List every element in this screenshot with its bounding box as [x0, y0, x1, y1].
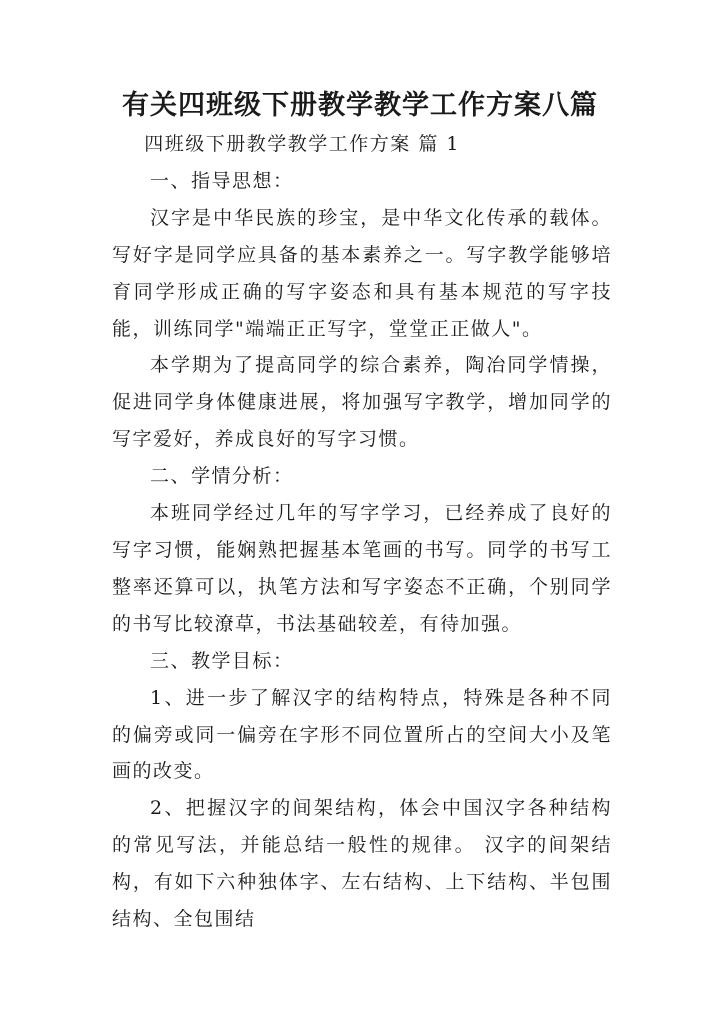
paragraph: 1、进一步了解汉字的结构特点，特殊是各种不同的偏旁或同一偏旁在字形不同位置所占的空间大小及笔画的改变。 — [112, 686, 612, 783]
paragraph: 2、把握汉字的间架结构，体会中国汉字各种结构的常见写法，并能总结一般性的规律。 汉字的间架结构，有如下六种独体字、左右结构、上下结构、半包围结构、全包围结 — [112, 797, 612, 931]
heading-teaching-goals: 三、教学目标： — [150, 649, 294, 672]
paragraph: 本学期为了提高同学的综合素养，陶冶同学情操，促进同学身体健康进展，将加强写字教学，增加同学的写字爱好，养成良好的写字习惯。 — [112, 354, 612, 451]
document-title: 有关四班级下册教学教学工作方案八篇 — [122, 90, 598, 121]
paragraph: 本班同学经过几年的写字学习，已经养成了良好的写字习惯，能娴熟把握基本笔画的书写。同学的书写工整率还算可以，执笔方法和写字姿态不正确，个别同学的书写比较潦草，书法基础较差，有待加强。 — [112, 502, 612, 635]
heading-guiding-ideas: 一、指导思想： — [150, 169, 294, 192]
paragraph: 汉字是中华民族的珍宝，是中华文化传承的载体。写好字是同学应具备的基本素养之一。写字教学能够培育同学形成正确的写字姿态和具有基本规范的写字技能，训练同学"端端正正写字，堂堂正正做人"。 — [112, 206, 612, 340]
section-subtitle: 四班级下册教学教学工作方案 篇 1 — [144, 133, 460, 155]
heading-student-analysis: 二、学情分析： — [150, 465, 294, 488]
document-body — [112, 126, 612, 938]
